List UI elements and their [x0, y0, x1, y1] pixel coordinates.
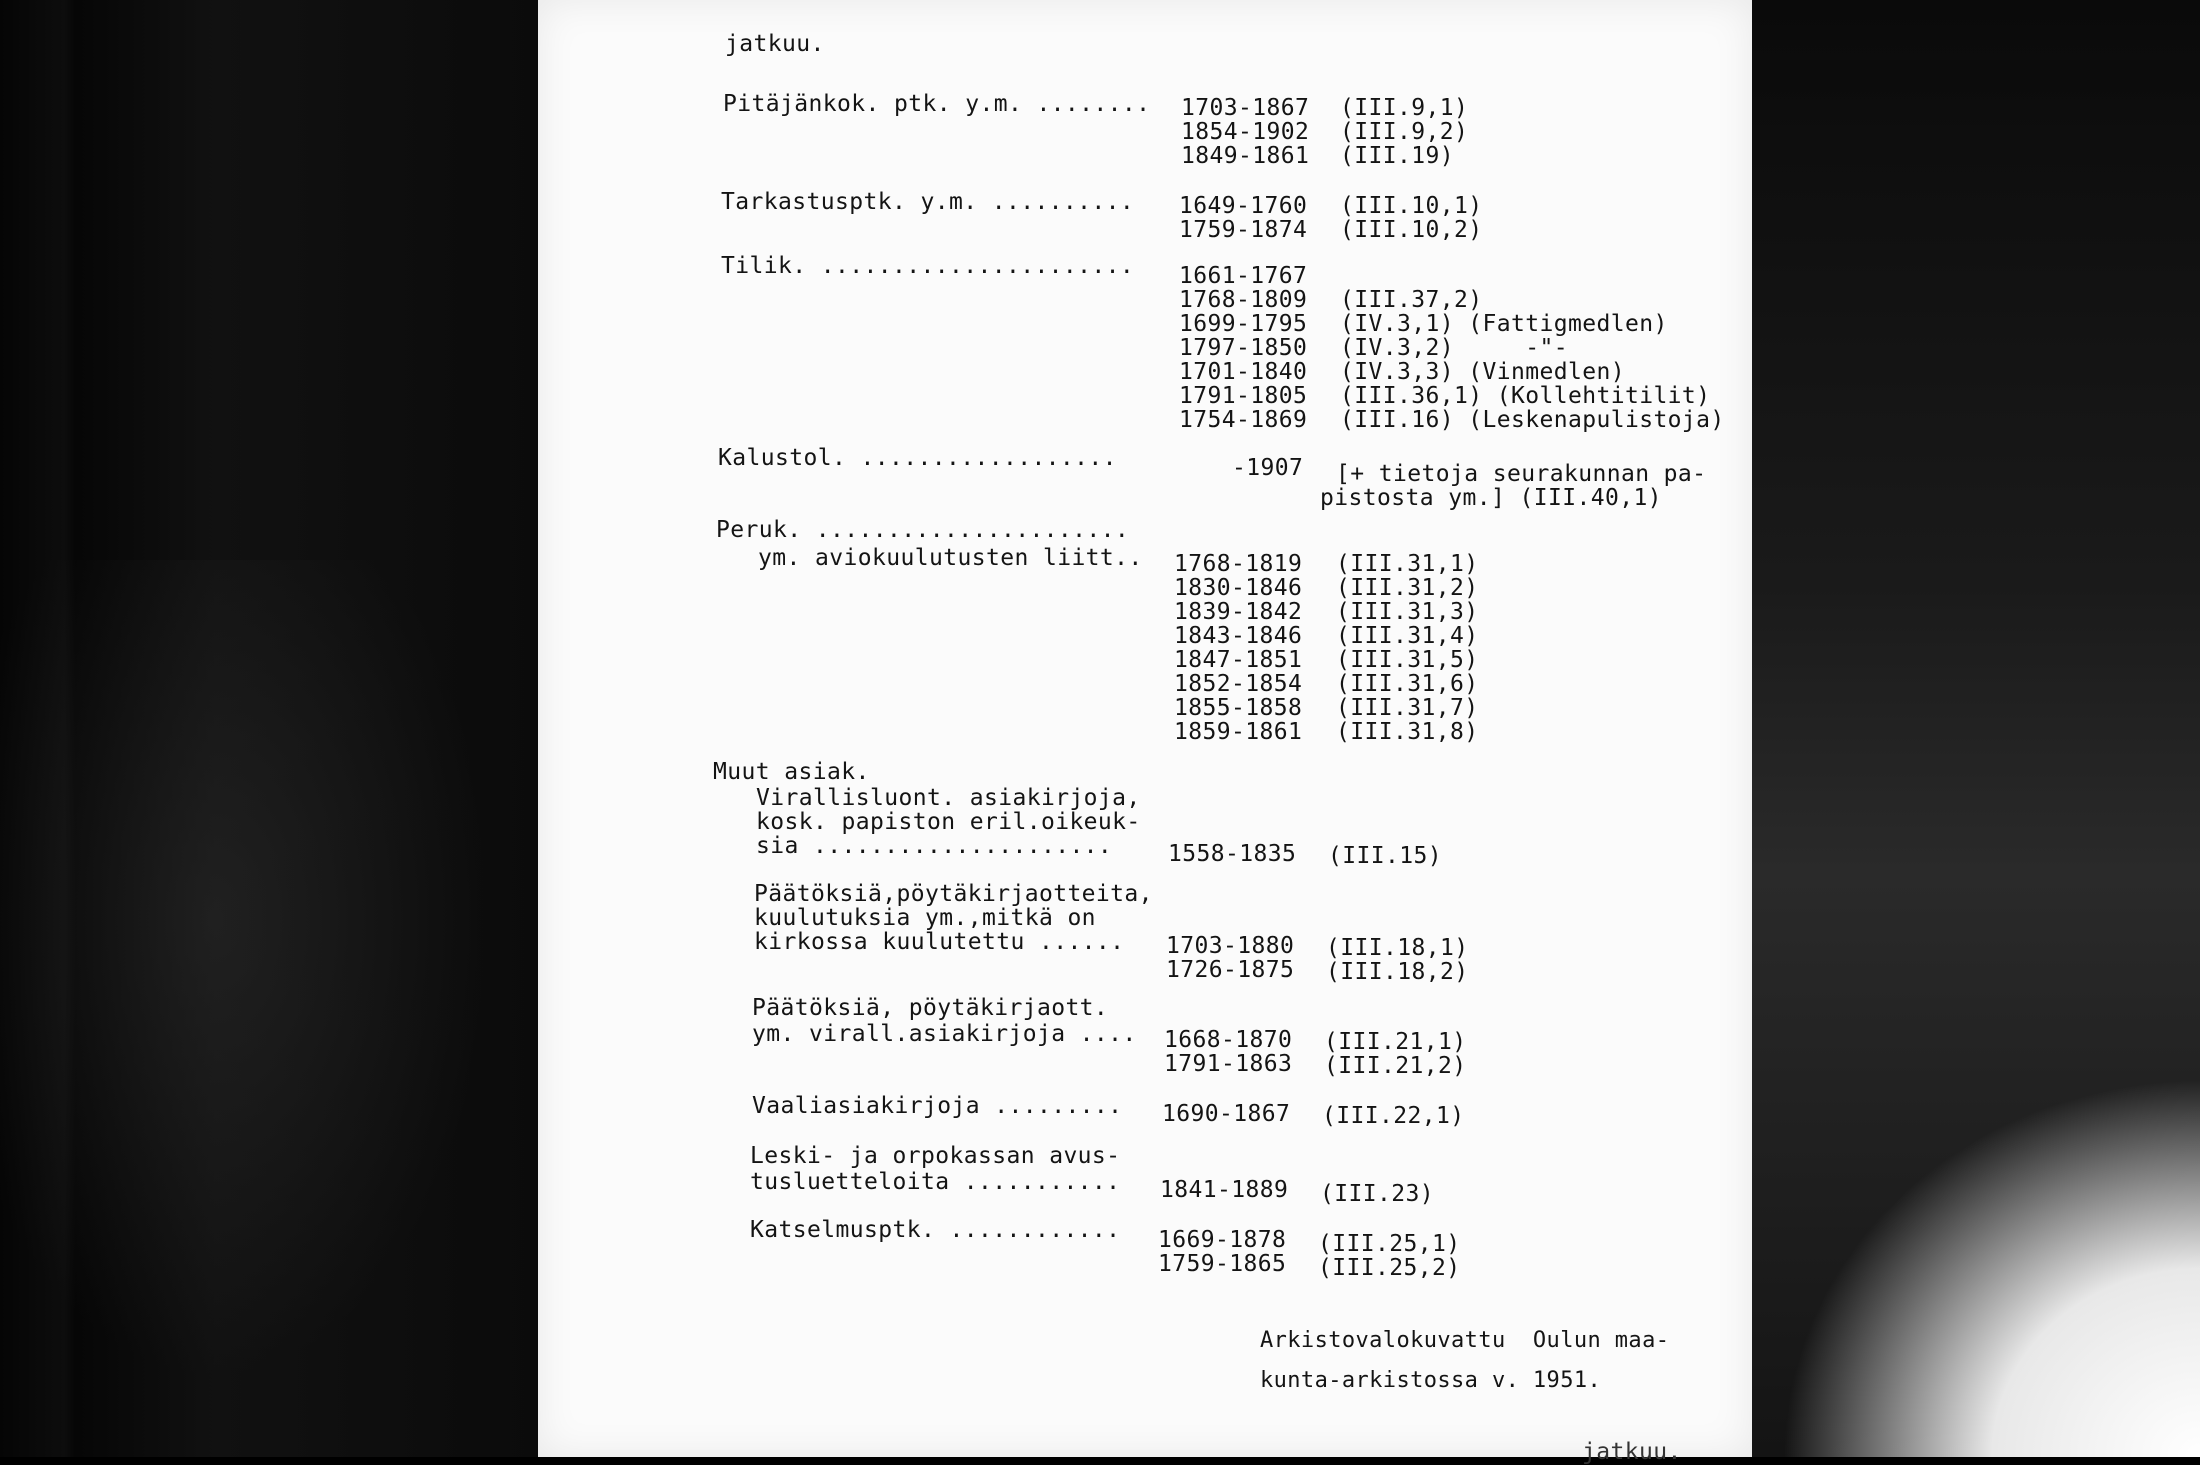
ref-row: (IV.3,2) -"- [1340, 335, 1568, 361]
years-row: 1791-1863 [1164, 1051, 1293, 1077]
years-row: 1649-1760 [1179, 193, 1308, 219]
years-row: 1843-1846 [1174, 623, 1303, 649]
years-row: 1754-1869 [1179, 407, 1308, 433]
ref-row: (III.10,1) [1340, 193, 1483, 219]
years-row: 1768-1819 [1174, 551, 1303, 577]
archive-stamp-line2: kunta-arkistossa v. 1951. [1260, 1368, 1602, 1393]
years-row: 1830-1846 [1174, 575, 1303, 601]
label-kalustol: Kalustol. .................. [718, 445, 1117, 471]
katselmus-line1: Katselmusptk. ............ [750, 1217, 1121, 1243]
ref-row: (III.36,1) (Kollehtitilit) [1340, 383, 1711, 409]
paatoksia1-line3: kirkossa kuulutettu ...... [754, 929, 1125, 955]
ref-row: (III.31,4) [1336, 623, 1479, 649]
ref-vaali: (III.22,1) [1322, 1103, 1465, 1129]
years-virallis: 1558-1835 [1168, 841, 1297, 867]
years-row: 1768-1809 [1179, 287, 1308, 313]
years-row: 1759-1874 [1179, 217, 1308, 243]
years-row: 1797-1850 [1179, 335, 1308, 361]
paatoksia2-line2: ym. virall.asiakirjoja .... [752, 1021, 1137, 1047]
ref-row: (IV.3,1) (Fattigmedlen) [1340, 311, 1668, 337]
virallis-line1: Virallisluont. asiakirjoja, [756, 785, 1141, 811]
years-row: 1701-1840 [1179, 359, 1308, 385]
years-row: 1849-1861 [1181, 143, 1310, 169]
ref-row: (III.9,1) [1340, 95, 1469, 121]
years-row: 1852-1854 [1174, 671, 1303, 697]
years-leski: 1841-1889 [1160, 1177, 1289, 1203]
virallis-line2: kosk. papiston eril.oikeuk- [756, 809, 1141, 835]
ref-row: (III.10,2) [1340, 217, 1483, 243]
paatoksia2-line1: Päätöksiä, pöytäkirjaott. [752, 995, 1109, 1021]
years-row: 1847-1851 [1174, 647, 1303, 673]
ref-row: (III.31,2) [1336, 575, 1479, 601]
years-row: 1791-1805 [1179, 383, 1308, 409]
leski-line1: Leski- ja orpokassan avus- [750, 1143, 1121, 1169]
years-row: 1726-1875 [1166, 957, 1295, 983]
years-row: 1855-1858 [1174, 695, 1303, 721]
continued-footer: jatkuu. [1582, 1439, 1682, 1465]
years-row: 1703-1867 [1181, 95, 1310, 121]
label-muut: Muut asiak. [713, 759, 870, 785]
dark-left-border [0, 0, 538, 1457]
paatoksia1-line2: kuulutuksia ym.,mitkä on [754, 905, 1096, 931]
ref-row: (III.16) (Leskenapulistoja) [1340, 407, 1725, 433]
ref-row: (III.31,3) [1336, 599, 1479, 625]
note-kalustol-line1: [+ tietoja seurakunnan pa- [1336, 461, 1707, 487]
ref-row: (III.25,2) [1318, 1255, 1461, 1281]
ref-row: (III.9,2) [1340, 119, 1469, 145]
label-peruk: Peruk. ...................... [716, 517, 1130, 543]
archive-stamp-line1: Arkistovalokuvattu Oulun maa- [1260, 1328, 1670, 1353]
ref-row: (III.18,1) [1326, 935, 1469, 961]
ref-row: (IV.3,3) (Vinmedlen) [1340, 359, 1625, 385]
continued-header: jatkuu. [725, 31, 825, 57]
years-row: 1669-1878 [1158, 1227, 1287, 1253]
years-vaali: 1690-1867 [1162, 1101, 1291, 1127]
ref-row: (III.18,2) [1326, 959, 1469, 985]
years-row: 1859-1861 [1174, 719, 1303, 745]
ref-row: (III.31,6) [1336, 671, 1479, 697]
ref-row: (III.31,8) [1336, 719, 1479, 745]
ref-row: (III.31,7) [1336, 695, 1479, 721]
years-row: 1759-1865 [1158, 1251, 1287, 1277]
note-kalustol-line2: pistosta ym.] (III.40,1) [1320, 485, 1662, 511]
virallis-line3: sia ..................... [756, 833, 1113, 859]
vaali-line1: Vaaliasiakirjoja ......... [752, 1093, 1123, 1119]
dark-right-border [1752, 0, 2200, 1457]
ref-row: (III.25,1) [1318, 1231, 1461, 1257]
years-row: 1839-1842 [1174, 599, 1303, 625]
years-row: 1661-1767 [1179, 263, 1308, 289]
paatoksia1-line1: Päätöksiä,pöytäkirjaotteita, [754, 881, 1153, 907]
label-tarkastus: Tarkastusptk. y.m. .......... [721, 189, 1135, 215]
leski-line2: tusluetteloita ........... [750, 1169, 1121, 1195]
ref-row: (III.37,2) [1340, 287, 1483, 313]
ref-virallis: (III.15) [1328, 843, 1442, 869]
label-pitajankok: Pitäjänkok. ptk. y.m. ........ [723, 91, 1151, 117]
years-kalustol: -1907 [1232, 455, 1304, 481]
ref-leski: (III.23) [1320, 1181, 1434, 1207]
ref-row: (III.21,1) [1324, 1029, 1467, 1055]
ref-row: (III.19) [1340, 143, 1454, 169]
document-page [538, 0, 1752, 1465]
ref-row: (III.21,2) [1324, 1053, 1467, 1079]
years-row: 1668-1870 [1164, 1027, 1293, 1053]
years-row: 1854-1902 [1181, 119, 1310, 145]
sublabel-peruk: ym. aviokuulutusten liitt.. [758, 545, 1143, 571]
ref-row: (III.31,1) [1336, 551, 1479, 577]
ref-row: (III.31,5) [1336, 647, 1479, 673]
years-row: 1699-1795 [1179, 311, 1308, 337]
label-tilik: Tilik. ...................... [721, 253, 1135, 279]
years-row: 1703-1880 [1166, 933, 1295, 959]
